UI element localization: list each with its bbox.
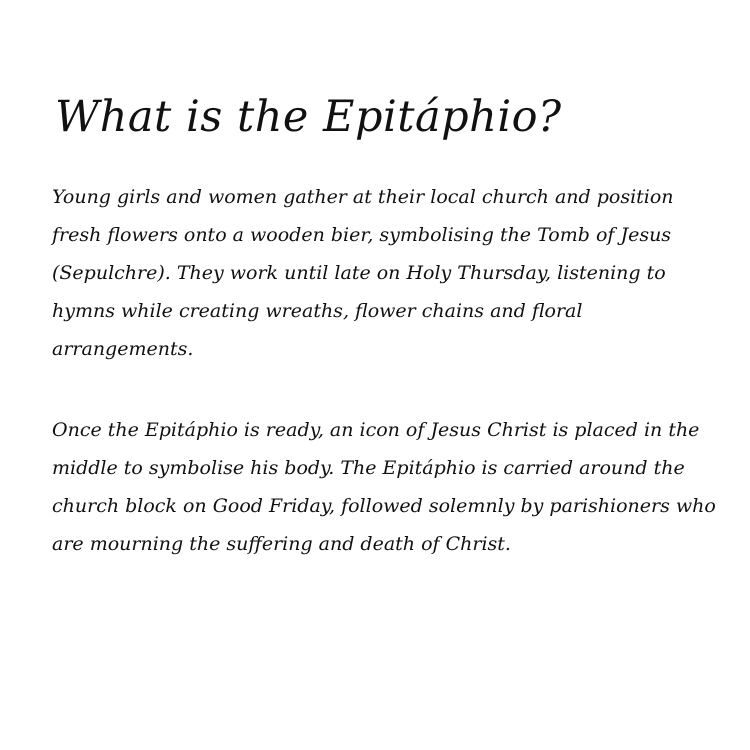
text-line: arrangements. <box>52 338 194 360</box>
text-line: Once the Epitáphio is ready, an icon of Jesus Christ is placed in the <box>52 419 700 441</box>
text-line: (Sepulchre). They work until late on Holy Thursday, listening to <box>52 262 666 284</box>
text-line: middle to symbolise his body. The Epitáphio is carried around the <box>52 457 685 479</box>
text-line: hymns while creating wreaths, flower chains and floral <box>52 300 583 322</box>
text-line: fresh flowers onto a wooden bier, symbolising the Tomb of Jesus <box>52 224 672 246</box>
paragraph-bier <box>52 178 712 368</box>
text-line: church block on Good Friday, followed solemnly by parishioners who <box>52 495 716 517</box>
text-line: Young girls and women gather at their local church and position <box>52 186 674 208</box>
page-title: What is the Epitáphio? <box>55 92 562 142</box>
paragraph-procession <box>52 411 716 563</box>
text-line: are mourning the suffering and death of Christ. <box>52 533 511 555</box>
